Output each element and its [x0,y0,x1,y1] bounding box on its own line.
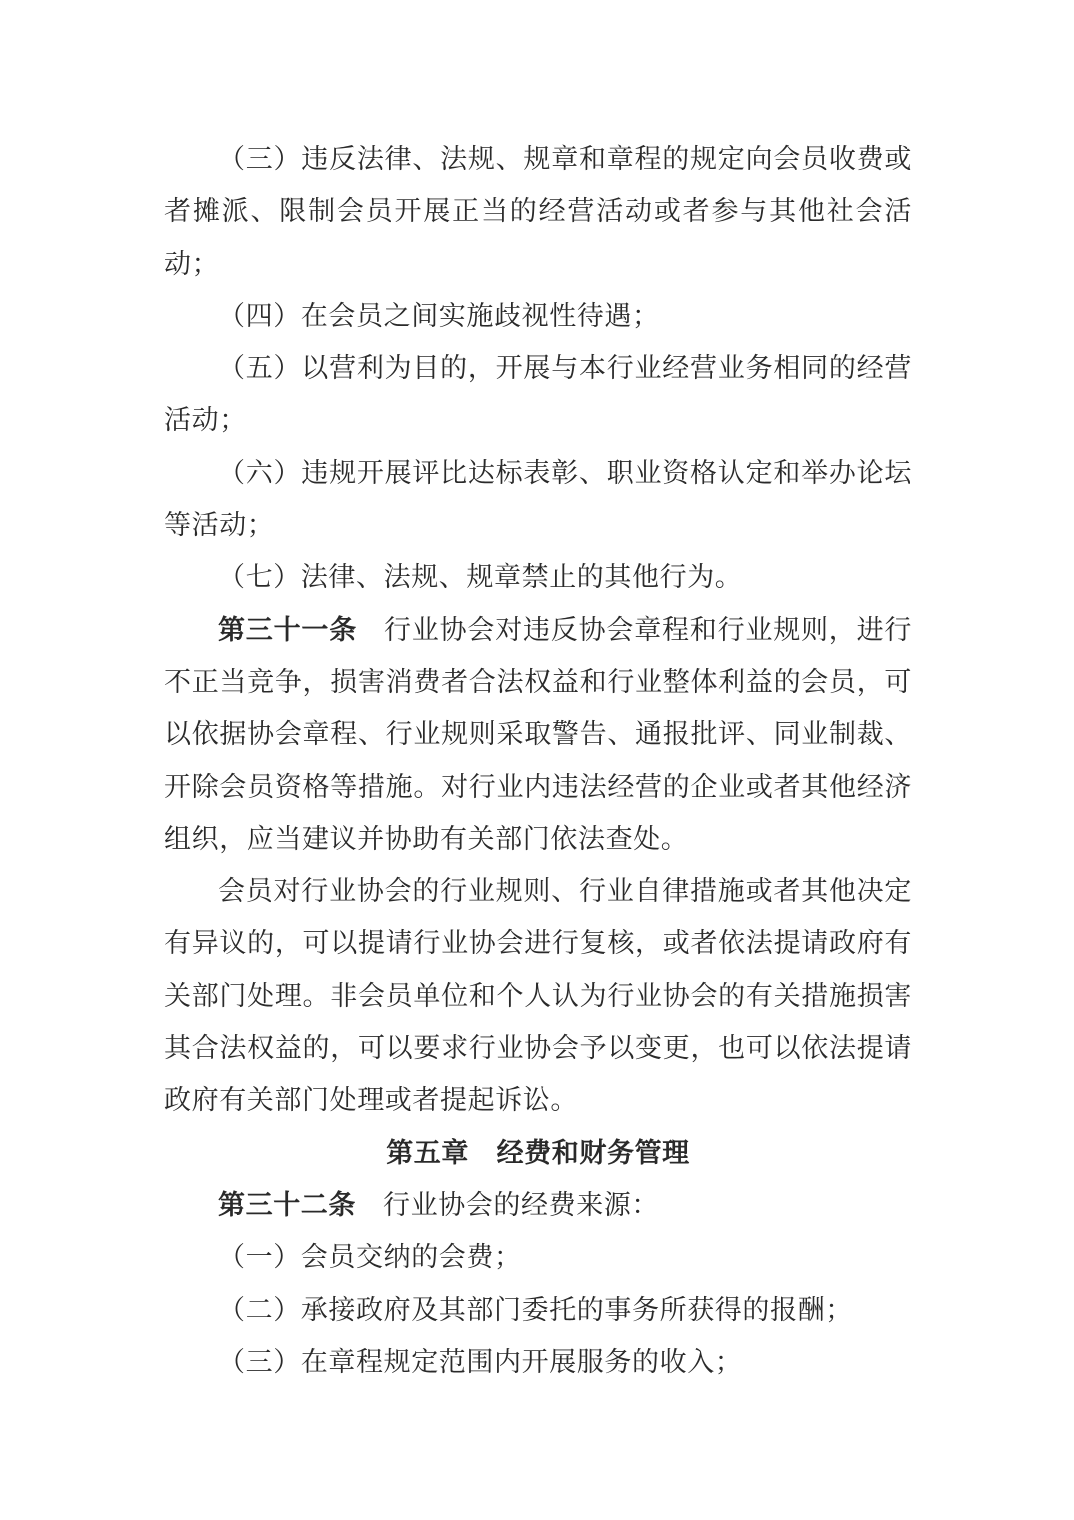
chapter-5-title: 第五章 经费和财务管理 [386,1137,690,1169]
article-31-label: 第三十一条 [218,614,357,646]
funding-item-2: （二）承接政府及其部门委托的事务所获得的报酬； [218,1294,853,1326]
item-5-paragraph: （五）以营利为目的，开展与本行业经营业务相同的经营活动； [164,353,912,437]
item-7-paragraph: （七）法律、法规、规章禁止的其他行为。 [218,562,743,594]
article-31-second-paragraph: 会员对行业协会的行业规则、行业自律措施或者其他决定有异议的，可以提请行业协会进行复核，或者依法提请政府有关部门处理。非会员单位和个人认为行业协会的有关措施损害其合法权益的，可以要求行业协会予以变更，也可以依法提请政府有关部门处理或者提起诉讼。 [164,876,912,1117]
funding-item-3: （三）在章程规定范围内开展服务的收入； [218,1346,743,1378]
item-6-paragraph: （六）违规开展评比达标表彰、职业资格认定和举办论坛等活动； [164,457,912,542]
article-32-label: 第三十二条 [218,1189,356,1221]
item-4-paragraph: （四）在会员之间实施歧视性待遇； [218,300,660,332]
item-3-paragraph: （三）违反法律、法规、规章和章程的规定向会员收费或者摊派、限制会员开展正当的经营活动或者参与其他社会活动； [164,144,912,280]
article-31-text: 行业协会对违反协会章程和行业规则，进行不正当竞争，损害消费者合法权益和行业整体利益的会员，可以依据协会章程、行业规则采取警告、通报批评、同业制裁、开除会员资格等措施。对行业内违法经营的企业或者其他经济组织，应当建议并协助有关部门依法查处。 [164,614,912,855]
funding-item-1: （一）会员交纳的会费； [218,1242,522,1274]
article-32-paragraph [164,1180,912,1232]
article-32-text: 行业协会的经费来源： [383,1189,659,1221]
document-body [164,134,912,1389]
article-31-paragraph [164,605,912,866]
